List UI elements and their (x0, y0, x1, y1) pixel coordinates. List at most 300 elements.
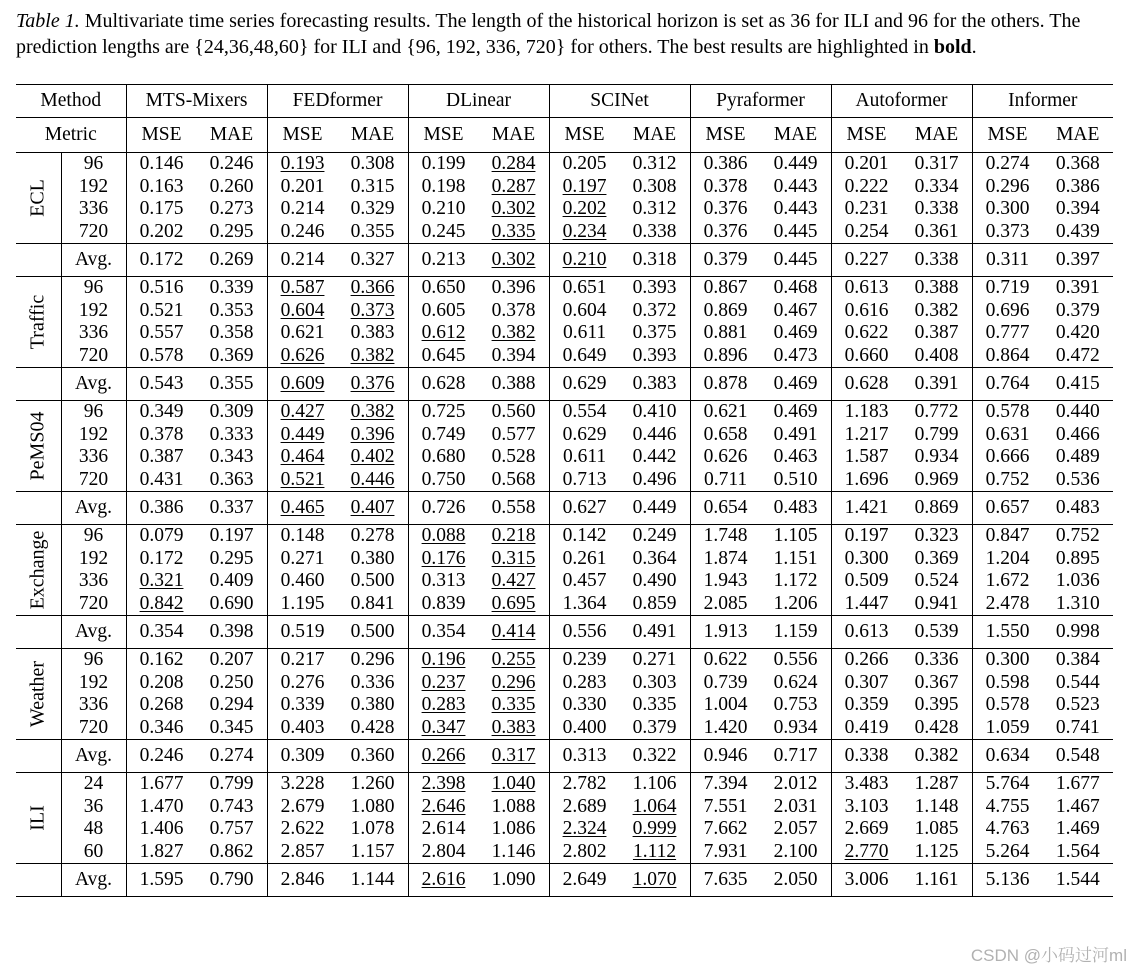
horizon-cell: 96 (61, 277, 126, 300)
dataset-label (16, 525, 61, 616)
value-cell: 0.382 (914, 299, 959, 321)
value-cell: 0.469 (773, 322, 818, 344)
value-cell: 0.354 (408, 616, 479, 649)
value-cell: 3.483 (831, 773, 902, 796)
value-cell: 0.379 (690, 244, 761, 277)
table-caption (16, 8, 1116, 60)
value-cell: 0.717 (761, 740, 832, 773)
value-cell: 0.378 (690, 176, 761, 199)
value-cell: 1.064 (632, 795, 677, 817)
value-cell: 0.622 (831, 322, 902, 345)
value-cell: 0.719 (972, 277, 1043, 300)
value-cell: 0.268 (126, 694, 197, 717)
avg-label: Avg. (61, 740, 126, 773)
value-cell: 0.369 (209, 344, 254, 366)
value-cell: 0.428 (914, 716, 959, 738)
horizon-cell: 48 (61, 818, 126, 841)
dataset-label (16, 277, 61, 368)
value-cell: 0.349 (126, 401, 197, 424)
value-cell: 4.755 (972, 796, 1043, 819)
value-cell: 0.317 (479, 740, 550, 773)
horizon-cell: 192 (61, 548, 126, 571)
caption-label: Table 1. (16, 10, 80, 32)
value-cell: 0.483 (1043, 492, 1114, 525)
horizon-cell: 192 (61, 176, 126, 199)
value-cell: 0.300 (831, 548, 902, 571)
table-row (16, 277, 1113, 300)
horizon-cell: 720 (61, 717, 126, 740)
value-cell: 0.500 (350, 570, 395, 592)
table-row (16, 198, 1113, 221)
avg-label: Avg. (61, 864, 126, 897)
method-name: MTS-Mixers (126, 85, 267, 118)
value-cell: 0.521 (126, 300, 197, 323)
value-cell: 0.386 (690, 153, 761, 176)
value-cell: 0.208 (126, 672, 197, 695)
value-cell: 0.941 (914, 592, 959, 614)
dataset-name: ILI (26, 805, 49, 831)
value-cell: 0.283 (549, 672, 620, 695)
value-cell: 0.568 (491, 468, 536, 490)
method-name: FEDformer (267, 85, 408, 118)
value-cell: 0.353 (209, 299, 254, 321)
value-cell: 0.271 (632, 649, 677, 671)
value-cell: 0.611 (549, 446, 620, 469)
table-row (16, 548, 1113, 571)
value-cell: 0.300 (972, 649, 1043, 672)
value-cell: 2.689 (549, 796, 620, 819)
value-cell: 2.622 (267, 818, 338, 841)
value-cell: 0.266 (408, 740, 479, 773)
table-row (16, 322, 1113, 345)
value-cell: 0.587 (267, 277, 338, 300)
value-cell: 0.528 (491, 446, 536, 468)
value-cell: 0.391 (902, 368, 973, 401)
value-cell: 0.439 (1055, 220, 1100, 242)
value-cell: 0.295 (209, 220, 254, 242)
method-header-row (16, 85, 1113, 118)
avg-label: Avg. (61, 492, 126, 525)
value-cell: 0.254 (831, 221, 902, 244)
value-cell: 0.376 (690, 221, 761, 244)
metric-mae: MAE (338, 118, 409, 153)
value-cell: 0.519 (267, 616, 338, 649)
value-cell: 1.310 (1055, 592, 1100, 614)
value-cell: 0.869 (902, 492, 973, 525)
value-cell: 0.867 (690, 277, 761, 300)
value-cell: 0.878 (690, 368, 761, 401)
value-cell: 0.654 (690, 492, 761, 525)
value-cell: 0.523 (1055, 694, 1100, 716)
value-cell: 0.329 (350, 198, 395, 220)
value-cell: 0.193 (267, 153, 338, 176)
value-cell: 0.650 (408, 277, 479, 300)
value-cell: 0.303 (632, 671, 677, 693)
horizon-cell: 336 (61, 322, 126, 345)
value-cell: 0.658 (690, 424, 761, 447)
value-cell: 0.711 (690, 469, 761, 492)
value-cell: 0.207 (209, 649, 254, 671)
avg-row (16, 368, 1113, 401)
value-cell: 0.895 (1055, 547, 1100, 569)
value-cell: 0.142 (549, 525, 620, 548)
avg-row (16, 616, 1113, 649)
method-name: Autoformer (831, 85, 972, 118)
value-cell: 1.148 (914, 795, 959, 817)
value-cell: 1.470 (126, 796, 197, 819)
value-cell: 0.302 (479, 244, 550, 277)
value-cell: 0.363 (209, 468, 254, 490)
value-cell: 0.604 (549, 300, 620, 323)
value-cell: 0.199 (408, 153, 479, 176)
value-cell: 1.157 (350, 840, 395, 862)
value-cell: 0.343 (209, 446, 254, 468)
value-cell: 0.380 (350, 694, 395, 716)
value-cell: 0.557 (126, 322, 197, 345)
value-cell: 0.510 (773, 468, 818, 490)
value-cell: 0.548 (1043, 740, 1114, 773)
value-cell: 0.415 (1043, 368, 1114, 401)
value-cell: 1.159 (761, 616, 832, 649)
value-cell: 0.881 (690, 322, 761, 345)
value-cell: 0.322 (620, 740, 691, 773)
value-cell: 0.234 (549, 221, 620, 244)
value-cell: 2.802 (549, 841, 620, 864)
value-cell: 0.318 (620, 244, 691, 277)
value-cell: 2.031 (773, 795, 818, 817)
value-cell: 0.407 (338, 492, 409, 525)
value-cell: 2.398 (408, 773, 479, 796)
value-cell: 0.333 (209, 423, 254, 445)
value-cell: 0.752 (972, 469, 1043, 492)
value-cell: 1.943 (690, 570, 761, 593)
value-cell: 0.175 (126, 198, 197, 221)
value-cell: 0.613 (831, 277, 902, 300)
value-cell: 0.384 (1055, 649, 1100, 671)
value-cell: 0.446 (632, 423, 677, 445)
value-cell: 0.613 (831, 616, 902, 649)
value-cell: 0.373 (972, 221, 1043, 244)
value-cell: 0.197 (549, 176, 620, 199)
dataset-label (16, 649, 61, 740)
metric-mse: MSE (690, 118, 761, 153)
value-cell: 0.626 (690, 446, 761, 469)
avg-row (16, 244, 1113, 277)
value-cell: 0.725 (408, 401, 479, 424)
value-cell: 7.551 (690, 796, 761, 819)
table-row (16, 345, 1113, 368)
value-cell: 0.205 (549, 153, 620, 176)
value-cell: 0.210 (408, 198, 479, 221)
value-cell: 0.628 (831, 368, 902, 401)
value-cell: 0.355 (350, 220, 395, 242)
table-row (16, 300, 1113, 323)
dataset-name: Traffic (26, 294, 49, 350)
method-label: Method (16, 85, 126, 118)
value-cell: 1.161 (902, 864, 973, 897)
value-cell: 1.696 (831, 469, 902, 492)
value-cell: 0.605 (408, 300, 479, 323)
value-cell: 5.764 (972, 773, 1043, 796)
value-cell: 0.246 (209, 153, 254, 175)
value-cell: 1.086 (491, 818, 536, 840)
value-cell: 0.373 (350, 299, 395, 321)
metric-mse: MSE (831, 118, 902, 153)
metric-mse: MSE (408, 118, 479, 153)
value-cell: 0.631 (972, 424, 1043, 447)
value-cell: 2.100 (773, 840, 818, 862)
value-cell: 0.556 (773, 649, 818, 671)
value-cell: 0.847 (972, 525, 1043, 548)
value-cell: 0.218 (491, 525, 536, 547)
value-cell: 2.646 (408, 796, 479, 819)
value-cell: 0.491 (620, 616, 691, 649)
avg-label: Avg. (61, 244, 126, 277)
value-cell: 0.295 (209, 547, 254, 569)
value-cell: 0.302 (491, 198, 536, 220)
value-cell: 1.677 (1055, 773, 1100, 795)
value-cell: 0.201 (831, 153, 902, 176)
metric-mse: MSE (126, 118, 197, 153)
value-cell: 0.382 (350, 344, 395, 366)
value-cell: 2.846 (267, 864, 338, 897)
value-cell: 2.669 (831, 818, 902, 841)
value-cell: 0.739 (690, 672, 761, 695)
dataset-name: PeMS04 (26, 411, 49, 481)
value-cell: 0.393 (632, 344, 677, 366)
value-cell: 0.473 (773, 344, 818, 366)
table-row (16, 694, 1113, 717)
value-cell: 0.213 (408, 244, 479, 277)
value-cell: 0.346 (126, 717, 197, 740)
value-cell: 0.327 (338, 244, 409, 277)
value-cell: 0.443 (773, 175, 818, 197)
value-cell: 0.376 (690, 198, 761, 221)
dataset-name: ECL (26, 179, 49, 217)
value-cell: 2.478 (972, 593, 1043, 616)
table-row (16, 649, 1113, 672)
value-cell: 0.214 (267, 244, 338, 277)
value-cell: 0.757 (209, 818, 254, 840)
value-cell: 0.312 (632, 153, 677, 175)
value-cell: 0.624 (773, 671, 818, 693)
value-cell: 2.324 (549, 818, 620, 841)
value-cell: 0.864 (972, 345, 1043, 368)
value-cell: 0.148 (267, 525, 338, 548)
value-cell: 1.080 (350, 795, 395, 817)
value-cell: 0.388 (914, 277, 959, 299)
value-cell: 0.308 (632, 175, 677, 197)
value-cell: 0.449 (620, 492, 691, 525)
value-cell: 0.317 (914, 153, 959, 175)
method-name: Pyraformer (690, 85, 831, 118)
value-cell: 0.839 (408, 593, 479, 616)
value-cell: 0.358 (209, 322, 254, 344)
value-cell: 0.483 (761, 492, 832, 525)
value-cell: 1.146 (491, 840, 536, 862)
value-cell: 0.172 (126, 244, 197, 277)
value-cell: 0.509 (831, 570, 902, 593)
value-cell: 0.449 (773, 153, 818, 175)
value-cell: 0.445 (761, 244, 832, 277)
value-cell: 1.106 (632, 773, 677, 795)
value-cell: 0.428 (350, 716, 395, 738)
value-cell: 0.622 (690, 649, 761, 672)
value-cell: 5.136 (972, 864, 1043, 897)
value-cell: 0.284 (491, 153, 536, 175)
horizon-cell: 336 (61, 694, 126, 717)
value-cell: 0.442 (632, 446, 677, 468)
value-cell: 0.440 (1055, 401, 1100, 423)
value-cell: 0.246 (267, 221, 338, 244)
value-cell: 0.621 (267, 322, 338, 345)
value-cell: 0.556 (549, 616, 620, 649)
value-cell: 0.394 (1055, 198, 1100, 220)
value-cell: 0.296 (972, 176, 1043, 199)
value-cell: 2.085 (690, 593, 761, 616)
horizon-cell: 96 (61, 649, 126, 672)
value-cell: 0.490 (632, 570, 677, 592)
results-body (16, 153, 1113, 897)
value-cell: 1.105 (773, 525, 818, 547)
value-cell: 0.463 (773, 446, 818, 468)
value-cell: 1.260 (350, 773, 395, 795)
value-cell: 0.197 (209, 525, 254, 547)
value-cell: 1.469 (1055, 818, 1100, 840)
value-cell: 0.946 (690, 740, 761, 773)
value-cell: 0.274 (972, 153, 1043, 176)
value-cell: 1.040 (491, 773, 536, 795)
value-cell: 0.726 (408, 492, 479, 525)
table-row (16, 221, 1113, 244)
metric-mae: MAE (479, 118, 550, 153)
value-cell: 0.354 (126, 616, 197, 649)
value-cell: 0.312 (632, 198, 677, 220)
value-cell: 0.396 (491, 277, 536, 299)
value-cell: 0.391 (1055, 277, 1100, 299)
value-cell: 0.657 (972, 492, 1043, 525)
value-cell: 0.276 (267, 672, 338, 695)
value-cell: 0.315 (491, 547, 536, 569)
value-cell: 1.406 (126, 818, 197, 841)
value-cell: 3.228 (267, 773, 338, 796)
horizon-cell: 96 (61, 525, 126, 548)
horizon-cell: 336 (61, 446, 126, 469)
value-cell: 0.364 (632, 547, 677, 569)
value-cell: 1.078 (350, 818, 395, 840)
metric-mae: MAE (197, 118, 268, 153)
metric-label: Metric (16, 118, 126, 153)
value-cell: 0.368 (1055, 153, 1100, 175)
value-cell: 0.330 (549, 694, 620, 717)
value-cell: 1.874 (690, 548, 761, 571)
value-cell: 0.202 (549, 198, 620, 221)
value-cell: 0.273 (209, 198, 254, 220)
value-cell: 1.144 (338, 864, 409, 897)
value-cell: 0.842 (126, 593, 197, 616)
value-cell: 0.300 (972, 198, 1043, 221)
value-cell: 2.782 (549, 773, 620, 796)
value-cell: 0.163 (126, 176, 197, 199)
value-cell: 0.841 (350, 592, 395, 614)
value-cell: 0.398 (197, 616, 268, 649)
value-cell: 0.616 (831, 300, 902, 323)
value-cell: 0.296 (350, 649, 395, 671)
value-cell: 0.799 (914, 423, 959, 445)
value-cell: 2.770 (831, 841, 902, 864)
value-cell: 0.468 (773, 277, 818, 299)
value-cell: 0.611 (549, 322, 620, 345)
value-cell: 0.196 (408, 649, 479, 672)
value-cell: 1.183 (831, 401, 902, 424)
value-cell: 0.999 (632, 818, 677, 840)
value-cell: 0.386 (1055, 175, 1100, 197)
value-cell: 0.629 (549, 368, 620, 401)
value-cell: 0.245 (408, 221, 479, 244)
value-cell: 0.335 (632, 694, 677, 716)
value-cell: 0.378 (491, 299, 536, 321)
value-cell: 0.210 (549, 244, 620, 277)
value-cell: 1.420 (690, 717, 761, 740)
value-cell: 0.521 (267, 469, 338, 492)
value-cell: 0.379 (1055, 299, 1100, 321)
value-cell: 0.516 (126, 277, 197, 300)
table-row (16, 176, 1113, 199)
value-cell: 0.201 (267, 176, 338, 199)
value-cell: 0.313 (549, 740, 620, 773)
value-cell: 0.420 (1055, 322, 1100, 344)
value-cell: 0.359 (831, 694, 902, 717)
table-row (16, 672, 1113, 695)
table-row (16, 773, 1113, 796)
horizon-cell: 36 (61, 796, 126, 819)
value-cell: 0.752 (1055, 525, 1100, 547)
value-cell: 1.595 (126, 864, 197, 897)
value-cell: 0.859 (632, 592, 677, 614)
value-cell: 1.564 (1055, 840, 1100, 862)
value-cell: 0.660 (831, 345, 902, 368)
value-cell: 0.713 (549, 469, 620, 492)
value-cell: 0.628 (408, 368, 479, 401)
value-cell: 2.649 (549, 864, 620, 897)
value-cell: 0.336 (350, 671, 395, 693)
value-cell: 0.539 (902, 616, 973, 649)
value-cell: 7.931 (690, 841, 761, 864)
value-cell: 0.198 (408, 176, 479, 199)
value-cell: 0.427 (491, 570, 536, 592)
value-cell: 1.090 (479, 864, 550, 897)
value-cell: 0.274 (197, 740, 268, 773)
value-cell: 0.375 (632, 322, 677, 344)
horizon-cell: 192 (61, 672, 126, 695)
value-cell: 0.383 (350, 322, 395, 344)
table-row (16, 841, 1113, 864)
value-cell: 0.397 (1043, 244, 1114, 277)
value-cell: 0.176 (408, 548, 479, 571)
value-cell: 0.465 (267, 492, 338, 525)
value-cell: 1.172 (773, 570, 818, 592)
caption-bold-word: bold (933, 36, 972, 58)
avg-label: Avg. (61, 616, 126, 649)
dataset-name: Weather (26, 660, 49, 728)
value-cell: 0.496 (632, 468, 677, 490)
value-cell: 1.059 (972, 717, 1043, 740)
value-cell: 0.419 (831, 717, 902, 740)
value-cell: 0.338 (902, 244, 973, 277)
value-cell: 1.195 (267, 593, 338, 616)
value-cell: 0.764 (972, 368, 1043, 401)
value-cell: 1.587 (831, 446, 902, 469)
